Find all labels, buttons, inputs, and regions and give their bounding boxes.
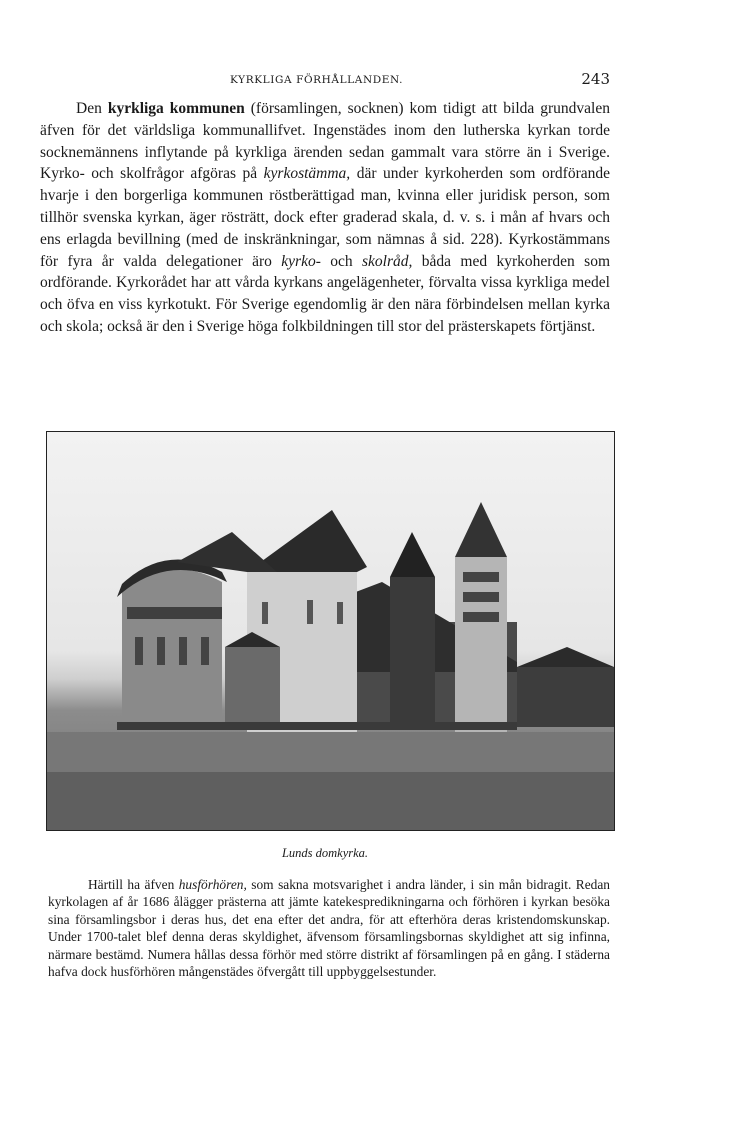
distant-building: [517, 667, 614, 727]
text-span: och: [320, 252, 363, 270]
italic-term-husforhoren: husförhören,: [178, 877, 247, 892]
apse-window: [201, 637, 209, 665]
italic-term-kyrko: kyrko-: [281, 252, 321, 270]
window: [307, 600, 313, 624]
italic-term-kyrkostamma: kyrkostämma,: [263, 165, 351, 183]
running-title: KYRKLIGA FÖRHÅLLANDEN.: [230, 74, 404, 86]
cathedral-photograph: [46, 431, 615, 831]
tower-arcade: [463, 612, 499, 622]
bold-term-kyrkliga-kommunen: kyrkliga kommunen: [107, 100, 245, 117]
apse-window: [135, 637, 143, 665]
text-span: som sakna motsvarighet i andra länder, i sin mån bidragit. Redan kyrkolagen af år 1686 ålägger prästerna att jämte katekespredikningarna och förhören i kyrkan besöka sina församlingsbor i deras hus, det ena efter det andra, för att efterhöra deras kristendomskunskap. Under 1700-talet blef denna deras skyldighet, äfvensom församlingsbornas skyldighet att sig infinna, närmare bestämd. Numera hållas dessa förhör med större distrikt af församlingen på en gång. I städerna hafva dock husförhören mångenstädes öfvergått till uppbyggelsestunder.: [48, 877, 610, 980]
chapel: [225, 647, 280, 727]
text-span: (församlingen, socknen) kom tidigt att bilda grundvalen äfven för det världsliga kommunallifvet. Ingenstädes inom den lutherska kyrkan torde socknemännens inflytande på kyrkliga ärenden sedan gammalt vara större än i Sverige. Kyrko- och skolfrågor afgöras på: [40, 100, 610, 183]
main-paragraph: [40, 98, 610, 338]
tower-arcade: [463, 592, 499, 602]
text-span: Härtill ha äfven: [88, 877, 179, 892]
right-spire: [455, 502, 507, 557]
text-span: där under kyrkoherden som ordförande hvarje i den borgerliga kommunen röstberättigad man, kvinna eller juridisk person, som tillhör svenska kyrkan, äger rösträtt, dock efter graderad skala, d. v. s. i mån af hvars och ens erlagda bevillning (med de inskränkningar, som nämnas å sid. 228). Kyrkostämmans för fyra år valda delegationer äro: [40, 165, 610, 270]
text-span: båda med kyrkoherden som ordförande. Kyrkorådet har att vårda kyrkans angelägenheter, förvalta vissa kyrkliga medel och öfva en viss kyrkotukt. För Sverige egendomlig är den nära förbindelsen mellan kyrka och skola; också är den i Sverige höga folkbildningen till stor del prästerskapets förtjänst.: [40, 252, 611, 335]
italic-term-skolrad: skolråd,: [362, 252, 413, 270]
left-spire: [390, 532, 435, 577]
ground-shadow: [47, 772, 614, 830]
page-header: [40, 70, 610, 90]
window: [337, 602, 343, 624]
text-span: Den: [76, 100, 108, 117]
dwarf-gallery: [127, 607, 222, 619]
figure-caption: Lunds domkyrka.: [281, 846, 369, 860]
building-base: [117, 722, 517, 730]
right-tower: [455, 557, 507, 732]
small-paragraph: [48, 876, 610, 980]
page-number: 243: [581, 70, 610, 88]
window: [262, 602, 268, 624]
tower-arcade: [463, 572, 499, 582]
apse-window: [157, 637, 165, 665]
cathedral-illustration: [47, 432, 614, 830]
distant-roof: [517, 647, 614, 667]
left-tower: [390, 577, 435, 727]
apse-window: [179, 637, 187, 665]
